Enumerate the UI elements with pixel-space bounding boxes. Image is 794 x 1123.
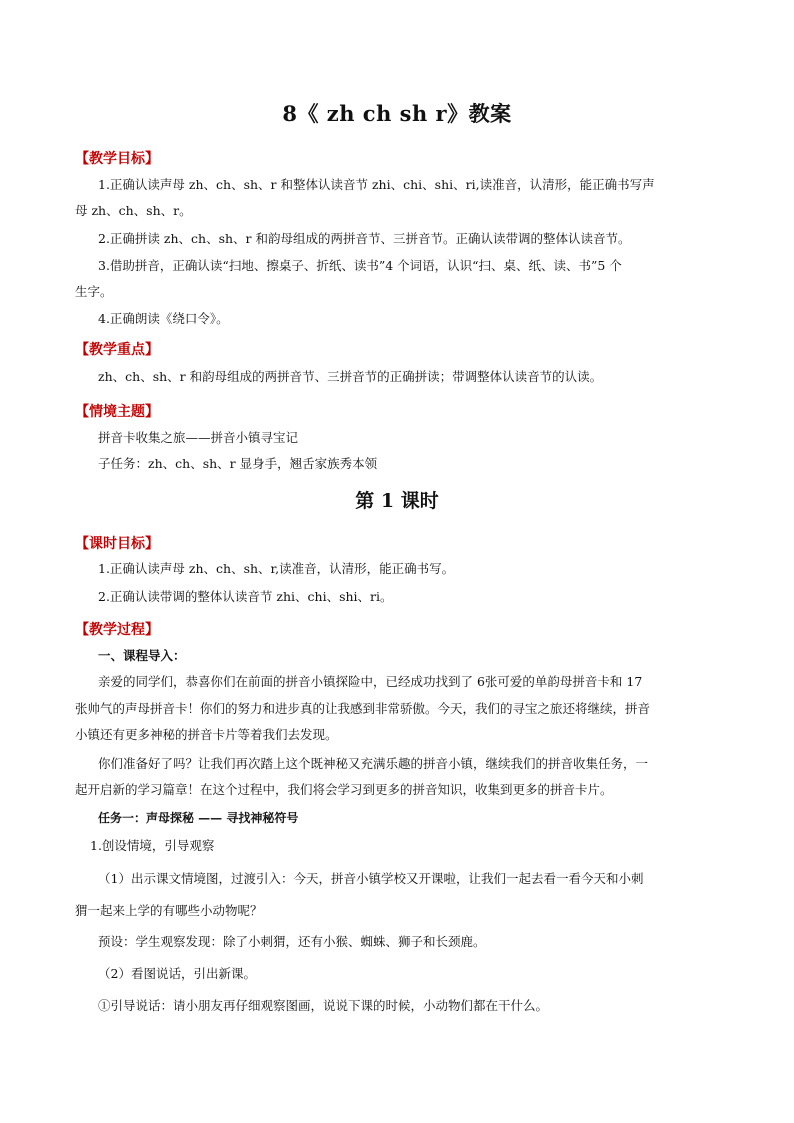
intro-line-1: 亲爱的同学们，恭喜你们在前面的拼音小镇探险中，已经成功找到了 6张可爱的单韵母拼音卡和 17 [98, 674, 643, 689]
task1-line-3: 预设：学生观察发现：除了小刺猬，还有小猴、蜘蛛、狮子和长颈鹿。 [98, 934, 486, 949]
lesson-goal-line-2: 2.正确认读带调的整体认读音节 zhi、chi、shi、ri。 [98, 589, 393, 604]
theme-heading: 【情境主题】 [75, 404, 159, 420]
goal-line-5: 生字。 [75, 284, 113, 299]
goal-line-2: 母 zh、ch、sh、r。 [75, 203, 192, 218]
task1-line-5: ①引导说话：请小朋友再仔细观察图画，说说下课的时候，小动物们都在干什么。 [98, 998, 549, 1013]
theme-line-1: 拼音卡收集之旅——拼音小镇寻宝记 [98, 430, 299, 445]
task1-line-2: 猬一起来上学的有哪些小动物呢？ [75, 903, 263, 918]
lesson-goals-heading: 【课时目标】 [75, 536, 159, 552]
intro-line-2: 张帅气的声母拼音卡！你们的努力和进步真的让我感到非常骄傲。今天，我们的寻宝之旅还将继续，拼音 [75, 701, 651, 716]
document-title: 8《 zh ch sh r》教案 [282, 101, 512, 126]
goal-line-4: 3.借助拼音，正确认读“扫地、擦桌子、折纸、读书”4 个词语，认识“扫、桌、纸、读、书”5 个 [98, 258, 622, 273]
goal-line-3: 2.正确拼读 zh、ch、sh、r 和韵母组成的两拼音节、三拼音节。正确认读带调的整体认读音节。 [98, 231, 631, 246]
theme-line-2: 子任务：zh、ch、sh、r 显身手，翘舌家族秀本领 [98, 456, 378, 471]
task1-line-1: （1）出示课文情境图，过渡引入：今天，拼音小镇学校又开课啦，让我们一起去看一看今天和小刺 [98, 871, 644, 886]
lesson-title: 第 1 课时 [355, 490, 439, 512]
intro-line-3: 小镇还有更多神秘的拼音卡片等着我们去发现。 [75, 727, 338, 742]
lesson-goal-line-1: 1.正确认读声母 zh、ch、sh、r,读准音，认清形，能正确书写。 [98, 561, 455, 576]
focus-text: zh、ch、sh、r 和韵母组成的两拼音节、三拼音节的正确拼读；带调整体认读音节的认读。 [98, 369, 603, 384]
intro-line-4: 你们准备好了吗？让我们再次踏上这个既神秘又充满乐趣的拼音小镇，继续我们的拼音收集任务，一 [98, 756, 649, 771]
goals-heading: 【教学目标】 [75, 151, 159, 167]
goal-line-1: 1.正确认读声母 zh、ch、sh、r 和整体认读音节 zhi、chi、shi、ri,读准音，认清形，能正确书写声 [98, 177, 655, 192]
focus-heading: 【教学重点】 [75, 342, 159, 358]
intro-heading: 一、课程导入： [98, 648, 186, 663]
task1-line-4: （2）看图说话，引出新课。 [98, 966, 256, 981]
task1-step: 1.创设情境，引导观察 [90, 838, 215, 853]
process-heading: 【教学过程】 [75, 622, 159, 638]
task1-heading: 任务一：声母探秘 —— 寻找神秘符号 [98, 811, 299, 825]
intro-line-5: 起开启新的学习篇章！在这个过程中，我们将会学习到更多的拼音知识，收集到更多的拼音卡片。 [75, 782, 613, 797]
goal-line-6: 4.正确朗读《绕口令》。 [98, 311, 229, 326]
